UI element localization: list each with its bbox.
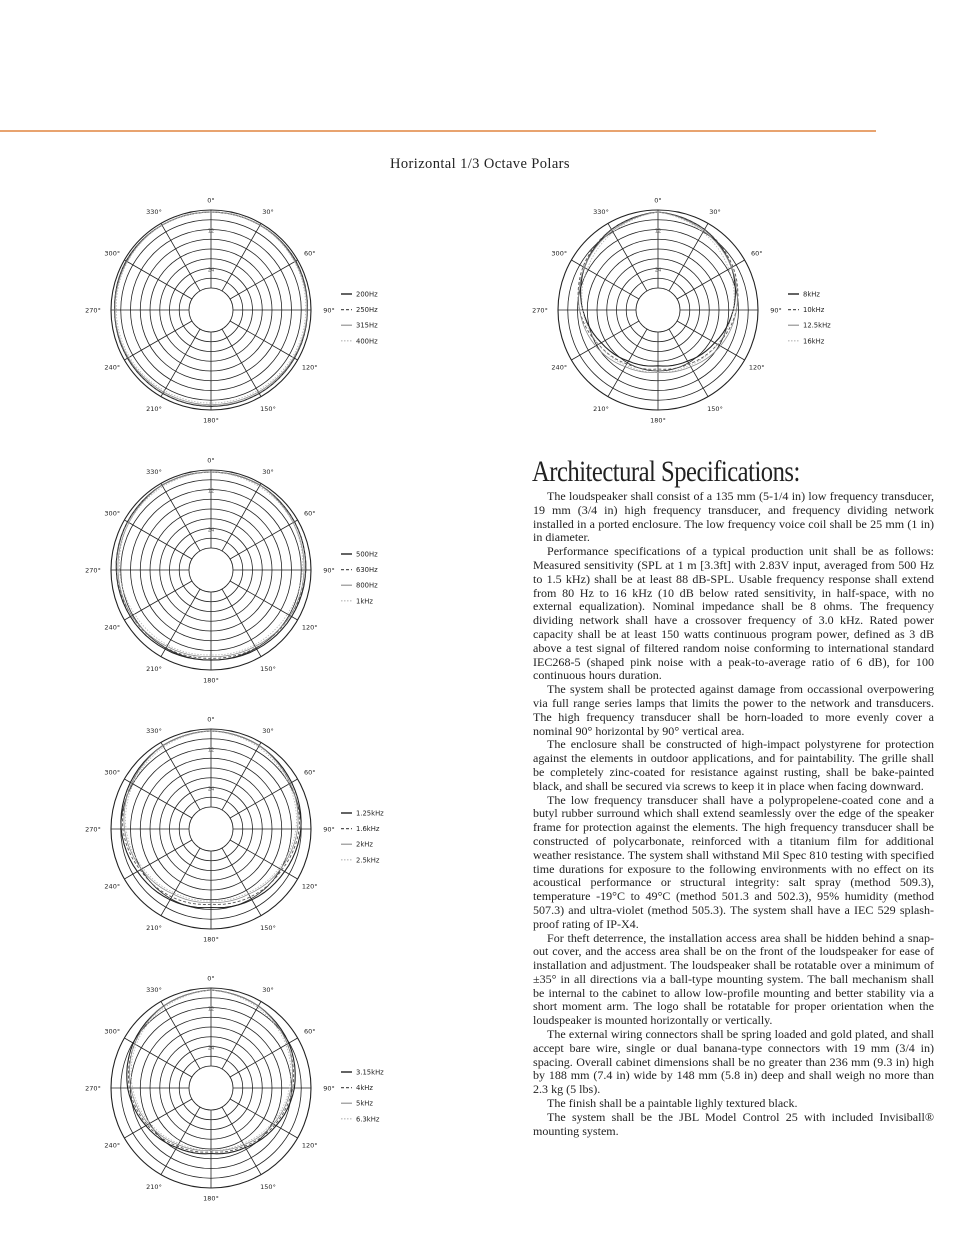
polar-angle-label: 240° (551, 363, 568, 372)
legend-label: 200Hz (356, 290, 378, 299)
polar-angle-label: 0° (207, 196, 215, 205)
polar-spoke (222, 483, 261, 551)
spec-heading: Architectural Specifications: (532, 455, 800, 488)
polar-spoke (677, 321, 745, 360)
polar-angle-label: 270° (85, 1084, 101, 1093)
polar-angle-label: 150° (707, 405, 723, 414)
polar-angle-label: 150° (260, 665, 276, 674)
spec-paragraph: The enclosure shall be constructed of high-impact polystyrene for protection against the elements in outdoor applications, and for paintability. The grille shall be completely zinc-coated for resistance against rusting, shall be bake-painted black, and shall be secured via screws to keep it in place when facing downward. (533, 737, 934, 793)
polar-ring-label: 12 (654, 228, 662, 235)
polar-angle-label: 240° (104, 363, 121, 372)
polar-angle-label: 300° (104, 509, 121, 518)
polar-spoke (161, 483, 200, 551)
legend-label: 630Hz (356, 566, 378, 575)
polar-spoke (161, 223, 200, 291)
polar-angle-label: 120° (301, 1141, 318, 1150)
legend-label: 250Hz (356, 306, 378, 315)
spec-paragraph: The system shall be the JBL Model Control 25 with included Invisiball® mounting system. (533, 1109, 934, 1138)
legend-label: 16kHz (803, 337, 825, 346)
polar-angle-label: 120° (301, 623, 318, 632)
polar-angle-label: 30° (262, 985, 274, 994)
legend-label: 6.3kHz (356, 1115, 380, 1124)
polar-angle-label: 270° (85, 825, 101, 834)
polar-spoke (230, 321, 298, 360)
polar-angle-label: 210° (146, 405, 162, 414)
legend-label: 1kHz (356, 597, 373, 606)
polar-ring-label: 24 (207, 1045, 215, 1052)
legend-label: 400Hz (356, 337, 378, 346)
legend-label: 1.25kHz (356, 809, 384, 818)
spec-paragraph: The system shall be protected against damage from occassional overpowering via full range series lamps that limits the power to the network and transducers. The high frequency transducer shall be horn-loaded to more evenly cover a nominal 90° horizontal by 90° vertical area. (533, 682, 934, 738)
polar-ring-label: 24 (654, 267, 662, 274)
polar-angle-label: 240° (104, 1141, 121, 1150)
polar-angle-label: 150° (260, 405, 276, 414)
polar-spoke (124, 321, 192, 360)
spec-paragraph: Performance specifications of a typical production unit shall be as follows: Measured sensitivity (SPL at 1 m [3.3ft] with 2.83V input, averaged from 500 Hz to 1.5 kHz) shall be at least 88 dB-SPL. Usable frequency response shall extend from 80 Hz to 16 kHz (10 dB below rated sensitivity, in half-space, with no external equalization). Nominal impedance shall be 8 ohms. The frequency dividing network shall have a crossover frequency of 3.0 kHz. Rated power capacity shall be at least 150 watts continuous program power, defined as 3 dB above a test signal of filtered random noise conforming to international standard IEC268-5 (shaped pink noise with a peak-to-average ratio of 6 dB), for 100 continuous hours duration. (533, 544, 934, 683)
polar-ring-label: 24 (207, 527, 215, 534)
polar-spoke (608, 223, 647, 291)
polar-spoke (124, 840, 192, 879)
legend-label: 3.15kHz (356, 1068, 384, 1077)
legend-label: 5kHz (356, 1099, 373, 1108)
polar-spoke (161, 848, 200, 916)
legend-label: 315Hz (356, 321, 378, 330)
legend-label: 2.5kHz (356, 856, 380, 865)
polar-ring-label: 24 (207, 786, 215, 793)
legend-label: 500Hz (356, 550, 378, 559)
polar-spoke (161, 329, 200, 397)
polar-angle-label: 210° (593, 405, 609, 414)
polars-section-title: Horizontal 1/3 Octave Polars (390, 156, 570, 172)
polar-ring-label: 12 (207, 747, 215, 754)
polar-angle-label: 30° (709, 207, 721, 216)
polar-angle-label: 60° (303, 1027, 316, 1036)
spec-paragraph: The external wiring connectors shall be spring loaded and gold plated, and shall accept bare wire, single or dual banana-type connectors with 19 mm (3/4 in) spacing. Overall cabinet dimensions shall be no greater than 236 mm (9.3 in) high by 188 mm (7.4 in) wide by 148 mm (5.8 in) deep and shall weigh no more than 2.3 kg (5 lbs). (533, 1027, 934, 1097)
polar-grid-ring (189, 1066, 233, 1110)
polar-spoke (222, 1001, 261, 1069)
polar-angle-label: 210° (146, 665, 162, 674)
polar-spoke (222, 742, 261, 810)
polar-angle-label: 180° (203, 416, 219, 425)
polar-ring-label: 24 (207, 267, 215, 274)
spec-paragraph: For theft deterrence, the installation access area shall be hidden behind a snap-out cover, and the access area shall be on the front of the loudspeaker for ease of installation and adjustment. The loudspeaker shall be rotatable over a minimum of ±35° in all directions via a ball-type mounting system. The ball mechanism shall be internal to the cabinet to allow low-profile mounting and better stability via a short moment arm. The logo shall be rotatable for proper orientation when the loudspeaker is mounted horizontally or vertically. (533, 930, 934, 1028)
spec-body (533, 490, 934, 1138)
polar-angle-label: 300° (551, 249, 568, 258)
polar-angle-label: 330° (146, 207, 162, 216)
polar-spoke (230, 520, 298, 559)
polar-angle-label: 30° (262, 726, 274, 735)
polar-spoke (161, 1107, 200, 1175)
spec-paragraph: The loudspeaker shall consist of a 135 mm (5-1/4 in) low frequency transducer, 19 mm (3/4 in) high frequency transducer, and frequency dividing network installed in a ported enclosure. The low frequency voice coil shall be 25 mm (1 in) in diameter. (533, 489, 934, 545)
polar-angle-label: 90° (770, 306, 782, 315)
polar-angle-label: 0° (207, 974, 215, 983)
polar-angle-label: 210° (146, 924, 162, 933)
polar-chart-2 (517, 185, 847, 435)
polar-angle-label: 120° (748, 363, 765, 372)
spec-paragraph: The low frequency transducer shall have a polypropelene-coated cone and a butyl rubber surround which shall extend seamlessly over the edge of the speaker frame for protection against the elements. The high frequency transducer shall be constructed of polycarbonate, reinforced with a titanium film for additional weather resistance. The system shall withstand Mil Spec 810 testing with specified time durations for exposure to the following environments with no effect on its acoustical performance or structural integrity: salt spray (method 509.3), temperature -19°C to 49°C (method 501.3 and 502.3), 95% humidity (method 507.3) and ultra-violet (method 505.3). The system shall have a IEC 529 splash-proof rating of IP-X4. (533, 792, 934, 931)
polar-angle-label: 30° (262, 467, 274, 476)
spec-paragraph: The finish shall be a paintable lighly textured black. (547, 1096, 798, 1111)
polar-spoke (230, 260, 298, 299)
polar-spoke (222, 223, 261, 291)
polar-grid-ring (189, 548, 233, 592)
polar-angle-label: 300° (104, 768, 121, 777)
polar-angle-label: 60° (303, 768, 316, 777)
polar-chart-5 (70, 963, 400, 1213)
polar-angle-label: 90° (323, 825, 335, 834)
polar-spoke (161, 1001, 200, 1069)
polar-angle-label: 240° (104, 882, 121, 891)
polar-spoke (608, 329, 647, 397)
polar-angle-label: 300° (104, 1027, 121, 1036)
polar-ring-label: 12 (207, 1006, 215, 1013)
polar-spoke (230, 779, 298, 818)
polar-angle-label: 180° (203, 676, 219, 685)
polar-angle-label: 60° (303, 509, 316, 518)
header-rule (0, 130, 876, 132)
polar-angle-label: 150° (260, 1183, 276, 1192)
polar-spoke (571, 321, 639, 360)
polar-ring-label: 12 (207, 228, 215, 235)
polar-spoke (669, 223, 708, 291)
polar-grid-ring (189, 807, 233, 851)
polar-spoke (230, 840, 298, 879)
polar-spoke (124, 260, 192, 299)
polar-chart-3 (70, 445, 400, 695)
polar-ring-label: 12 (207, 488, 215, 495)
polar-angle-label: 90° (323, 1084, 335, 1093)
polar-spoke (222, 848, 261, 916)
polar-spoke (230, 581, 298, 620)
polar-angle-label: 270° (532, 306, 548, 315)
polar-angle-label: 330° (146, 726, 162, 735)
polar-grid-ring (189, 288, 233, 332)
legend-label: 8kHz (803, 290, 820, 299)
legend-label: 4kHz (356, 1084, 373, 1093)
polar-angle-label: 180° (650, 416, 666, 425)
legend-label: 800Hz (356, 581, 378, 590)
polar-chart-4 (70, 704, 400, 954)
polar-angle-label: 150° (260, 924, 276, 933)
polar-angle-label: 0° (207, 715, 215, 724)
polar-angle-label: 60° (303, 249, 316, 258)
polar-angle-label: 120° (301, 882, 318, 891)
polar-chart-1 (70, 185, 400, 435)
polar-angle-label: 0° (654, 196, 662, 205)
polar-angle-label: 300° (104, 249, 121, 258)
polar-spoke (124, 779, 192, 818)
polar-spoke (222, 329, 261, 397)
polar-angle-label: 330° (146, 467, 162, 476)
polar-angle-label: 0° (207, 456, 215, 465)
polar-angle-label: 30° (262, 207, 274, 216)
polar-angle-label: 180° (203, 935, 219, 944)
polar-angle-label: 330° (593, 207, 609, 216)
legend-label: 1.6kHz (356, 825, 380, 834)
polar-angle-label: 330° (146, 985, 162, 994)
polar-angle-label: 60° (750, 249, 763, 258)
polar-angle-label: 90° (323, 306, 335, 315)
polar-angle-label: 270° (85, 306, 101, 315)
polar-spoke (669, 329, 708, 397)
polar-angle-label: 180° (203, 1194, 219, 1203)
polar-angle-label: 210° (146, 1183, 162, 1192)
legend-label: 2kHz (356, 840, 373, 849)
legend-label: 10kHz (803, 306, 825, 315)
polar-angle-label: 270° (85, 566, 101, 575)
polar-grid-ring (636, 288, 680, 332)
polar-angle-label: 120° (301, 363, 318, 372)
polar-angle-label: 90° (323, 566, 335, 575)
polar-spoke (124, 520, 192, 559)
polar-spoke (161, 742, 200, 810)
polar-angle-label: 240° (104, 623, 121, 632)
legend-label: 12.5kHz (803, 321, 831, 330)
